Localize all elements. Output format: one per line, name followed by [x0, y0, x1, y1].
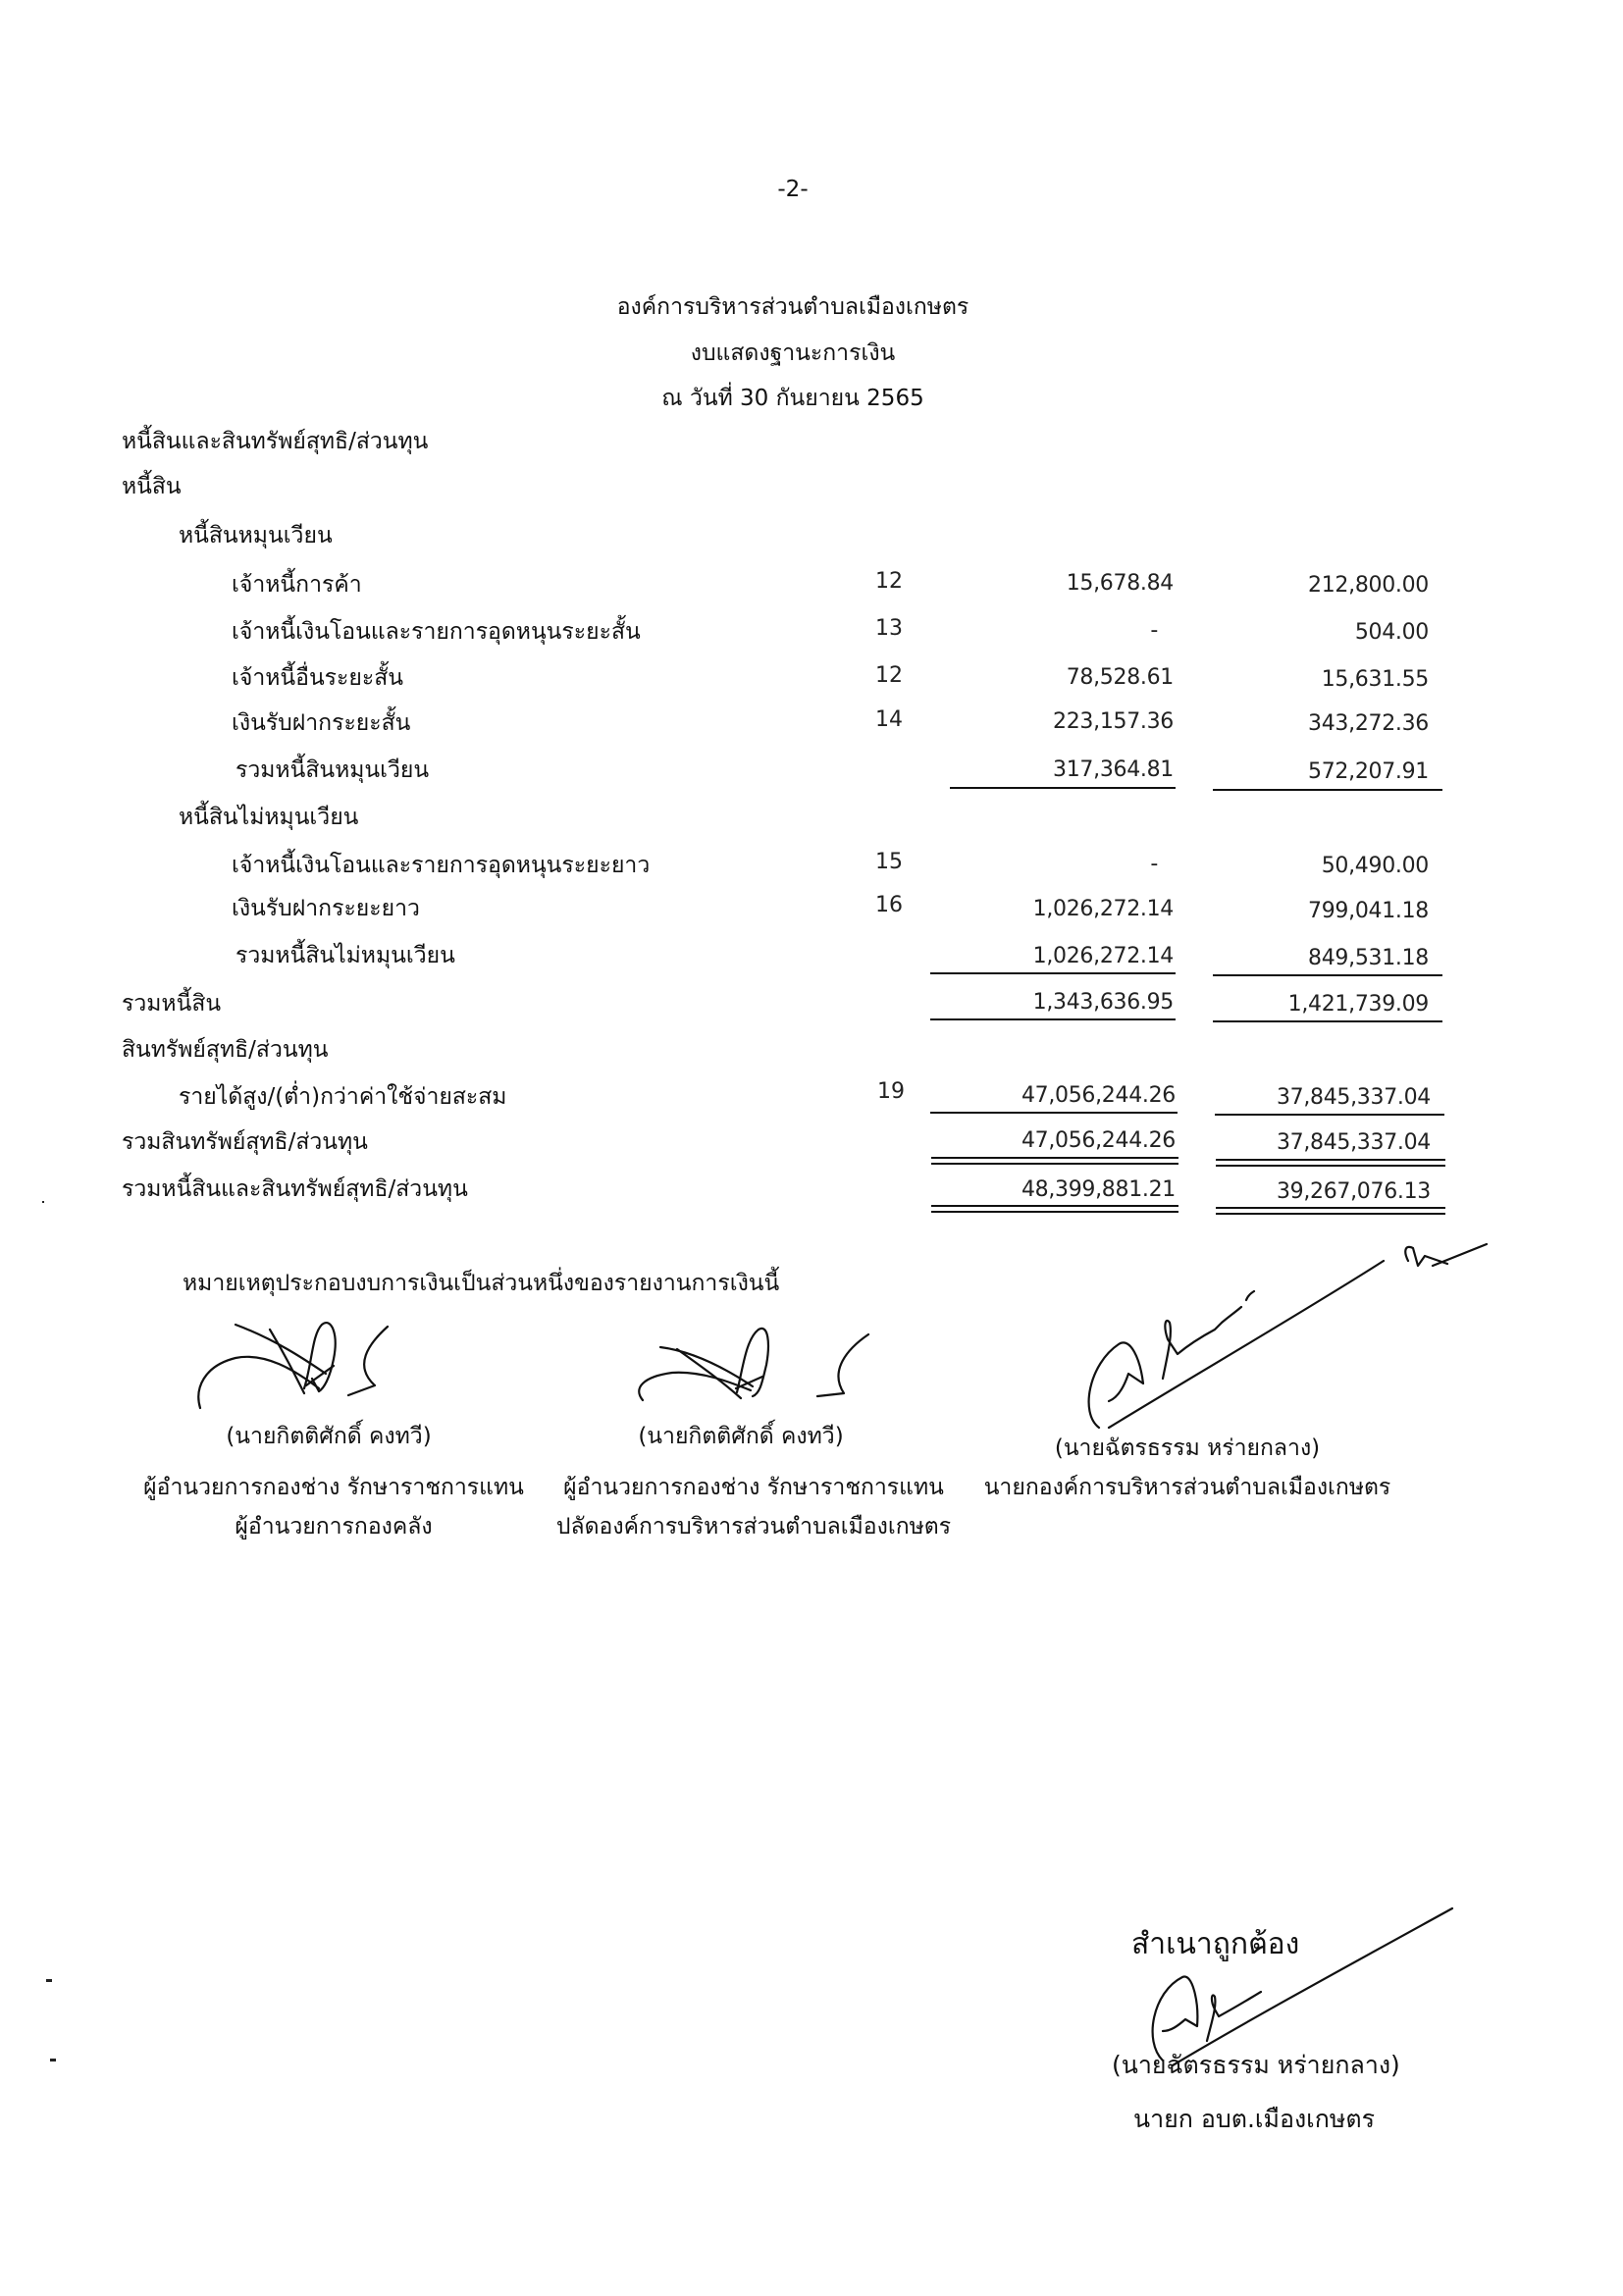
row-current-year: 47,056,244.26: [1021, 1128, 1176, 1153]
row-current-year: 223,157.36: [1053, 709, 1174, 734]
double-underline: [1216, 1207, 1445, 1209]
signatory-1-name: (นายกิตติศักดิ์ คงทวี): [226, 1424, 432, 1449]
row-current-year: 1,026,272.14: [1032, 897, 1174, 921]
signatory-3-position: นายกองค์การบริหารส่วนตำบลเมืองเกษตร: [983, 1475, 1391, 1500]
double-underline: [931, 1205, 1178, 1207]
row-current-year: 317,364.81: [1053, 757, 1174, 782]
signatory-2-name: (นายกิตติศักดิ์ คงทวี): [638, 1424, 844, 1449]
underline: [1213, 1020, 1442, 1022]
row-label: เจ้าหนี้อื่นระยะสั้น: [232, 665, 403, 691]
row-current-year: -: [1150, 618, 1158, 643]
double-underline: [1216, 1165, 1445, 1167]
liabilities-title: หนี้สิน: [122, 474, 182, 499]
section-title: หนี้สินและสินทรัพย์สุทธิ/ส่วนทุน: [122, 429, 429, 454]
row-prior-year: 849,531.18: [1308, 946, 1429, 970]
row-prior-year: 504.00: [1354, 620, 1429, 645]
double-underline: [931, 1163, 1178, 1165]
row-note: 12: [875, 663, 903, 688]
net-assets-title: สินทรัพย์สุทธิ/ส่วนทุน: [122, 1037, 329, 1063]
double-underline: [931, 1157, 1178, 1159]
row-current-year: 47,056,244.26: [1021, 1083, 1176, 1108]
row-label: รวมหนี้สิน: [122, 991, 222, 1017]
row-label: เจ้าหนี้การค้า: [232, 572, 362, 598]
signatory-3-name: (นายฉัตรธรรม หร่ายกลาง): [1054, 1435, 1321, 1461]
row-prior-year: 15,631.55: [1321, 667, 1429, 692]
row-label: เงินรับฝากระยะยาว: [232, 896, 420, 921]
non-current-liabilities-title: หนี้สินไม่หมุนเวียน: [179, 805, 359, 830]
row-prior-year: 212,800.00: [1308, 573, 1429, 598]
row-note: 19: [877, 1079, 905, 1104]
row-prior-year: 799,041.18: [1308, 899, 1429, 923]
row-prior-year: 37,845,337.04: [1276, 1085, 1431, 1110]
underline: [1213, 974, 1442, 976]
signature-1: [196, 1305, 451, 1413]
row-note: 15: [875, 850, 903, 874]
scan-speck: [42, 1201, 44, 1203]
statement-title: งบแสดงฐานะการเงิน: [690, 340, 896, 366]
underline: [1213, 789, 1442, 791]
row-label: เงินรับฝากระยะสั้น: [232, 710, 411, 736]
certification-stamp: สำเนาถูกต้อง: [1131, 1927, 1300, 1961]
footnote: หมายเหตุประกอบงบการเงินเป็นส่วนหนึ่งของรายงานการเงินนี้: [183, 1271, 780, 1296]
row-prior-year: 572,207.91: [1308, 759, 1429, 784]
row-note: 14: [875, 707, 903, 732]
row-current-year: 78,528.61: [1066, 665, 1174, 690]
certification-name: (นายฉัตรธรรม หร่ายกลาง): [1112, 2051, 1400, 2079]
signatory-1-position-2: ผู้อำนวยการกองคลัง: [235, 1514, 433, 1539]
signatory-2-position: ผู้อำนวยการกองช่าง รักษาราชการแทน: [563, 1475, 944, 1500]
row-label: เจ้าหนี้เงินโอนและรายการอุดหนุนระยะยาว: [232, 853, 651, 878]
signatory-1-position: ผู้อำนวยการกองช่าง รักษาราชการแทน: [143, 1475, 524, 1500]
row-current-year: -: [1150, 852, 1158, 876]
row-label: เจ้าหนี้เงินโอนและรายการอุดหนุนระยะสั้น: [232, 619, 641, 645]
underline: [930, 972, 1176, 974]
double-underline: [931, 1211, 1178, 1213]
row-prior-year: 39,267,076.13: [1276, 1179, 1431, 1204]
row-prior-year: 50,490.00: [1321, 854, 1429, 878]
statement-date: ณ วันที่ 30 กันยายน 2565: [661, 386, 924, 411]
row-note: 12: [875, 569, 903, 594]
underline: [930, 1112, 1178, 1114]
row-note: 13: [875, 616, 903, 641]
page-number: -2-: [777, 177, 809, 202]
underline: [930, 1018, 1176, 1020]
underline: [950, 787, 1176, 789]
underline: [1215, 1114, 1444, 1116]
row-current-year: 48,399,881.21: [1021, 1177, 1176, 1202]
row-label: รวมหนี้สินไม่หมุนเวียน: [236, 943, 455, 968]
current-liabilities-title: หนี้สินหมุนเวียน: [179, 523, 333, 548]
signatory-2-position-2: ปลัดองค์การบริหารส่วนตำบลเมืองเกษตร: [555, 1514, 952, 1539]
row-prior-year: 1,421,739.09: [1287, 992, 1429, 1017]
certification-position: นายก อบต.เมืองเกษตร: [1133, 2105, 1375, 2133]
row-label: รวมหนี้สินหมุนเวียน: [236, 757, 430, 783]
row-label: รวมสินทรัพย์สุทธิ/ส่วนทุน: [122, 1129, 368, 1155]
row-label: รายได้สูง/(ต่ำ)กว่าค่าใช้จ่ายสะสม: [179, 1084, 507, 1110]
row-note: 16: [875, 893, 903, 917]
organization-name: องค์การบริหารส่วนตำบลเมืองเกษตร: [616, 294, 969, 320]
row-current-year: 1,026,272.14: [1032, 944, 1174, 968]
row-prior-year: 343,272.36: [1308, 711, 1429, 736]
signature-2: [633, 1310, 888, 1418]
double-underline: [1216, 1159, 1445, 1161]
signature-3: [1079, 1226, 1492, 1442]
row-label: รวมหนี้สินและสินทรัพย์สุทธิ/ส่วนทุน: [122, 1176, 468, 1202]
row-prior-year: 37,845,337.04: [1276, 1130, 1431, 1155]
scan-speck: [50, 2059, 56, 2061]
row-current-year: 1,343,636.95: [1032, 990, 1174, 1015]
scan-speck: [46, 1979, 52, 1982]
row-current-year: 15,678.84: [1066, 571, 1174, 596]
double-underline: [1216, 1213, 1445, 1215]
